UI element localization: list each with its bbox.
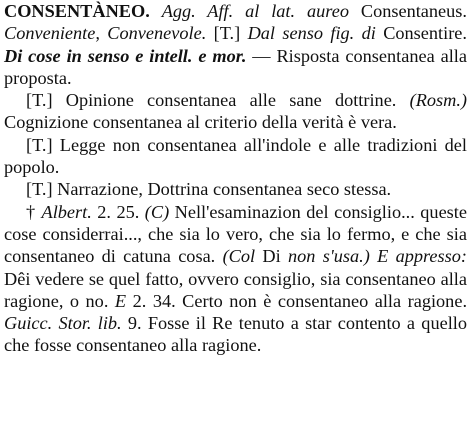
sense-note-di: di (354, 23, 376, 44)
entry-example-legge (4, 134, 467, 179)
sense-note: Dal senso fig. (247, 23, 355, 44)
usage-note: Di cose in senso e intell. e mor. (4, 45, 247, 66)
citation-quote-2: Dêi vedere se quel fatto, ovvero consiglio, sia consentaneo alla ragione, o no. (4, 268, 467, 311)
crusca-mark: (C) (144, 201, 170, 222)
entry-example-opinione (4, 89, 467, 134)
usage-remark-close: non s'usa.) E appresso: (287, 246, 467, 267)
usage-remark-open: (Col (222, 246, 256, 267)
etymology-note: Agg. Aff. al lat. aureo (161, 1, 349, 21)
example-text: [T.] Narrazione, Dottrina consentanea seco stessa. (26, 179, 392, 200)
example-sentence: — Risposta consentanea alla proposta. (4, 45, 467, 88)
citation-quote: Nell'esaminazion del consiglio... queste cose considerrai..., che sia lo vero, che sia lo fermo, e che sia consentaneo di catuna cosa. (4, 201, 467, 267)
citation-ref: 2. 25. (91, 201, 145, 222)
tommaseo-mark: [T.] (206, 23, 248, 44)
citation-source: (Rosm.) (409, 90, 467, 111)
citation-source-e: E (114, 290, 127, 311)
example-text: [T.] Opinione consentanea alle sane dottrine. (26, 90, 410, 111)
entry-citations (4, 201, 467, 357)
entry-definition (4, 0, 467, 89)
citation-quote-4: 9. Fosse il Re tenuto a star contento a quello che fosse consentaneo alla ragione. (4, 313, 467, 356)
obsolete-mark: † (26, 201, 42, 222)
citation-quote-3: 2. 34. Certo non è consentaneo alla ragione. (126, 290, 468, 311)
latin-source: Consentaneus. (348, 1, 467, 21)
usage-remark-word: Di (255, 246, 288, 267)
synonyms: Conveniente, Convenevole. (4, 23, 207, 44)
citation-source-albert: Albert. (41, 201, 92, 222)
example-text-2: Cognizione consentanea al criterio della verità è vera. (4, 112, 397, 133)
citation-source-guicc: Guicc. Stor. lib. (4, 313, 122, 334)
sense-verb: Consentire. (375, 23, 467, 44)
example-text: [T.] Legge non consentanea all'indole e alle tradizioni del popolo. (4, 134, 467, 178)
entry-example-narrazione (4, 178, 467, 200)
headword: CONSENTÀNEO. (4, 1, 150, 21)
